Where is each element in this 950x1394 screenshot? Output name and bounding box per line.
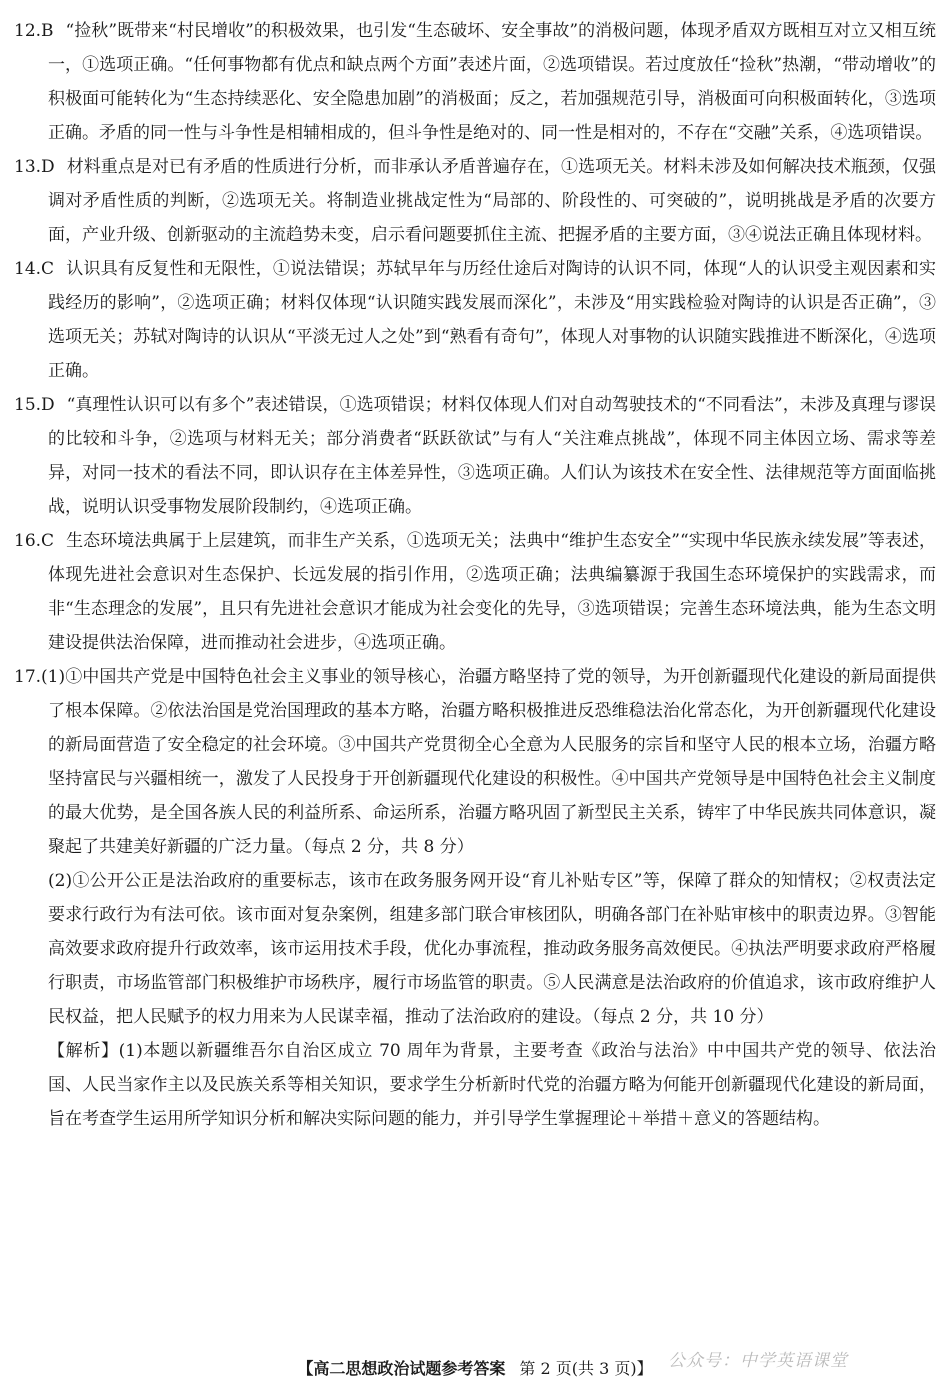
answer-number: 16.C <box>14 531 55 551</box>
footer-title: 【高二思想政治试题参考答案 <box>297 1358 506 1378</box>
answer-document <box>14 14 936 1136</box>
answer-text: 材料重点是对已有矛盾的性质进行分析，而非承认矛盾普遍存在，①选项无关。材料未涉及如何解决技术瓶颈，仅强调对矛盾性质的判断，②选项无关。将制造业挑战定性为“局部的、阶段性的、可突破的”，说明挑战是矛盾的次要方面，产业升级、创新驱动的主流趋势未变，启示看问题要抓住主流、把握矛盾的主要方面，③④说法正确且体现材料。 <box>48 157 936 245</box>
answer-15 <box>14 388 936 524</box>
answer-17-part-2 <box>14 864 936 1034</box>
answer-14 <box>14 252 936 388</box>
watermark-text: 公众号：中学英语课堂 <box>668 1351 848 1371</box>
answer-text: “捡秋”既带来“村民增收”的积极效果，也引发“生态破坏、安全事故”的消极问题，体现矛盾双方既相互对立又相互统一，①选项正确。“任何事物都有优点和缺点两个方面”表述片面，②选项错误。若过度放任“捡秋”热潮，“带动增收”的积极面可能转化为“生态持续恶化、安全隐患加剧”的消极面；反之，若加强规范引导，消极面可向积极面转化，③选项正确。矛盾的同一性与斗争性是相辅相成的，但斗争性是绝对的、同一性是相对的，不存在“交融”关系，④选项错误。 <box>48 21 936 143</box>
answer-number: 13.D <box>14 157 55 177</box>
answer-text: 生态环境法典属于上层建筑，而非生产关系，①选项无关；法典中“维护生态安全”“实现中华民族永续发展”等表述，体现先进社会意识对生态保护、长远发展的指引作用，②选项正确；法典编纂源于我国生态环境保护的实践需求，而非“生态理念的发展”，且只有先进社会意识才能成为社会变化的先导，③选项错误；完善生态环境法典，能为生态文明建设提供法治保障，进而推动社会进步，④选项正确。 <box>48 531 936 653</box>
answer-17-part-1 <box>14 660 936 864</box>
analysis-label: 【解析】 <box>48 1041 119 1061</box>
answer-12 <box>14 14 936 150</box>
footer-page-number: 第 2 页(共 3 页)】 <box>519 1358 653 1378</box>
analysis-text: (1)本题以新疆维吾尔自治区成立 70 周年为背景，主要考查《政治与法治》中中国共产党的领导、依法治国、人民当家作主以及民族关系等相关知识，要求学生分析新时代党的治疆方略为何能开创新疆现代化建设的新局面，旨在考查学生运用所学知识分析和解决实际问题的能力，并引导学生掌握理论＋举措＋意义的答题结构。 <box>48 1041 936 1129</box>
answer-number: 17. <box>14 667 42 687</box>
answer-number: 14.C <box>14 259 55 279</box>
answer-text: 认识具有反复性和无限性，①说法错误；苏轼早年与历经仕途后对陶诗的认识不同，体现“人的认识受主观因素和实践经历的影响”，②选项正确；材料仅体现“认识随实践发展而深化”，未涉及“用实践检验对陶诗的认识是否正确”，③选项无关；苏轼对陶诗的认识从“平淡无过人之处”到“熟看有奇句”，体现人对事物的认识随实践推进不断深化，④选项正确。 <box>48 259 936 381</box>
answer-number: 12.B <box>14 21 54 41</box>
answer-text: (1)①中国共产党是中国特色社会主义事业的领导核心，治疆方略坚持了党的领导，为开创新疆现代化建设的新局面提供了根本保障。②依法治国是党治国理政的基本方略，治疆方略积极推进反恐维稳法治化常态化，为开创新疆现代化建设的新局面营造了安全稳定的社会环境。③中国共产党贯彻全心全意为人民服务的宗旨和坚守人民的根本立场，治疆方略坚持富民与兴疆相统一，激发了人民投身于开创新疆现代化建设的积极性。④中国共产党领导是中国特色社会主义制度的最大优势，是全国各族人民的利益所系、命运所系，治疆方略巩固了新型民主关系，铸牢了中华民族共同体意识，凝聚起了共建美好新疆的广泛力量。（每点 2 分，共 8 分） <box>41 667 936 857</box>
answer-text: “真理性认识可以有多个”表述错误，①选项错误；材料仅体现人们对自动驾驶技术的“不同看法”，未涉及真理与谬误的比较和斗争，②选项与材料无关；部分消费者“跃跃欲试”与有人“关注难点挑战”，体现不同主体因立场、需求等差异，对同一技术的看法不同，即认识存在主体差异性，③选项正确。人们认为该技术在安全性、法律规范等方面面临挑战，说明认识受事物发展阶段制约，④选项正确。 <box>48 395 936 517</box>
answer-16 <box>14 524 936 660</box>
answer-13 <box>14 150 936 252</box>
answer-17-analysis <box>14 1034 936 1136</box>
answer-text: (2)①公开公正是法治政府的重要标志，该市在政务服务网开设“育儿补贴专区”等，保障了群众的知情权；②权责法定要求行政行为有法可依。该市面对复杂案例，组建多部门联合审核团队，明确各部门在补贴审核中的职责边界。③智能高效要求政府提升行政效率，该市运用技术手段，优化办事流程，推动政务服务高效便民。④执法严明要求政府严格履行职责，市场监管部门积极维护市场秩序，履行市场监管的职责。⑤人民满意是法治政府的价值追求，该市政府维护人民权益，把人民赋予的权力用来为人民谋幸福，推动了法治政府的建设。（每点 2 分，共 10 分） <box>48 871 936 1027</box>
answer-number: 15.D <box>14 395 55 415</box>
